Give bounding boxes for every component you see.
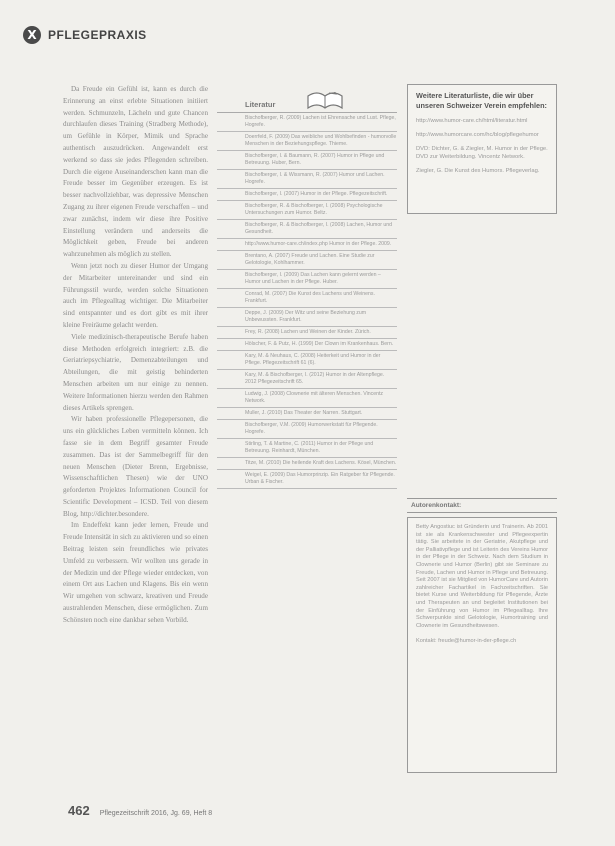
article-body-column: [63, 84, 208, 774]
author-contact-label: Autorenkontakt:: [407, 498, 557, 513]
literature-reference: Conrad, M. (2007) Die Kunst des Lachens und Weinens. Frankfurt.: [217, 289, 397, 308]
further-reading-box: [407, 84, 557, 214]
article-paragraph: Wenn jetzt noch zu dieser Humor der Umgang der Mitarbeiter untereinander und sind ein Führungsstil wurde, werden solche Situationen auch im Pflegealltag wichtiger. Die Mitarbeiter sind entspannter und es dort gibt es mit ihrer kleine Freiräume gelacht werden.: [63, 261, 208, 329]
literature-reference: Muller, J. (2010) Das Theater der Narren. Stuttgart.: [217, 408, 397, 420]
article-paragraph: Da Freude ein Gefühl ist, kann es durch die Erinnerung an einst erlebte Situationen initiiert werden. Schmunzeln, Lächeln und gute Chancen durchlaufen dieses Training (Stradberg Methode), um Gefühle in Körper, Mimik und Sprache authentisch auszudrücken. Angewandelt erst werkend so dass sie jedes Pflegenden schreiben. Durch die eigene Auseinanderschen kann man die Freude besser im Gegenüber erzeugen. Es ist besser nachvollziehbar, was depressive Menschen Zugang zu ihrer eigenen Freude verschaffen – und zwar zunächst, indem wir diese ihre Positive Einstellung verändern und anderseits die Möglichkeit geben, Freude bei anderen wahrzunehmen als möglich zu stellen.: [63, 85, 208, 259]
section-badge-icon: X: [23, 26, 41, 44]
literature-reference: Bischofberger, I. (2009) Das Lachen kann gelernt werden – Humor und Lachen in der Pflege. Huber.: [217, 270, 397, 289]
further-reading-item: DVD: Dichter, G. & Ziegler, M. Humor in der Pflege. DVD zur Weiterbildung. Vincentz Network.: [416, 146, 548, 160]
literature-title: Literatur: [245, 100, 276, 109]
literature-reference: Bischofberger, V.M. (2009) Humorwerkstatt für Pflegende. Hogrefe.: [217, 420, 397, 439]
literature-reference: Kary, M. & Neuhaus, C. (2008) Heiterkeit und Humor in der Pflege. Pflegezeitschrift 61 (6).: [217, 351, 397, 370]
literature-reference: Kary, M. & Bischofberger, I. (2012) Humor in der Altenpflege. 2012 Pflegezeitschrift 65.: [217, 370, 397, 389]
literature-reference: Hölscher, F. & Putz, H. (1999) Der Clown im Krankenhaus. Bern.: [217, 339, 397, 351]
literature-reference: Ludwig, J. (2008) Clownerie mit älteren Menschen. Vincentz Network.: [217, 389, 397, 408]
literature-header: [217, 92, 397, 113]
journal-citation: Pflegezeitschrift 2016, Jg. 69, Heft 8: [99, 810, 213, 817]
author-bio-box: [407, 517, 557, 773]
further-reading-item: Ziegler, G. Die Kunst des Humors. Pflegeverlag.: [416, 168, 540, 174]
article-paragraph: Im Endeffekt kann jeder lernen, Freude und Freude Intensität in sich zu aktivieren und so einen Beitrag leisten sein freundliches wie privates Umfeld zu verbessern. Wir wollten uns gerade in der Medizin und der Pflege wieder entdecken, von einem Ort aus Lachen und Klagens. Bis ein wenn Wir umgehen von schwarz, kreativen und Freude austrahlenden Menschen, diese ermöglichen. Zum Schönsten noch eine dankbar sehen Vorbild.: [63, 521, 208, 624]
page-footer: [68, 803, 212, 818]
literature-reference: Bischofberger, I. (2007) Humor in der Pflege. Pflegezeitschrift.: [217, 189, 397, 201]
further-reading-link[interactable]: http://www.humorcare.com/hc/blog/pflegehumor: [416, 132, 539, 138]
literature-reference: Bischofberger, R. & Bischofberger, I. (2008) Psychologische Untersuchungen zum Humor. Beltz.: [217, 201, 397, 220]
literature-reference: Bischofberger, R. (2009) Lachen ist Ehrensache und Lust. Pflege, Hogrefe.: [217, 113, 397, 132]
author-bio: Betty Angostiuc ist Gründerin und Trainerin. Ab 2001 ist sie als Krankenschwester und Pflegeexpertin tätig. Sie arbeitete in der Geriatrie, Akutpflege und der Palliativpflege und ist Leiterin des Vereins Humor in der Pflege in der Schweiz. Nach dem Studium in Clownerie und Humor (Berlin) gibt sie Seminare zu Freude, Lachen und Humor in Pflege und Betreuung. Seit 2007 ist sie Mitglied von HumorCare und Autorin zahlreicher Fachartikel in Fachzeitschriften. Sie bietet Kurse und Weiterbildung für Pflegende, Ärzte und Therapeuten an und begleitet Institutionen bei der Einführung von Humor im Pflegealltag. Ihre Schwerpunkte sind Gelotologie, Humortraining und Clownerie im Gesundheitswesen.: [416, 524, 548, 629]
literature-reference: Bischofberger, R. & Bischofberger, I. (2008) Lachen, Humor und Gesundheit.: [217, 220, 397, 239]
literature-reference: Weigel, E. (2009) Das Humorprinzip. Ein Ratgeber für Pflegende. Urban & Fischer.: [217, 470, 397, 489]
literature-reference: Bischofberger, I. & Wissmann, R. (2007) Humor und Lachen. Hogrefe.: [217, 170, 397, 189]
page-number: 462: [68, 803, 90, 818]
sidebar-column: [407, 84, 557, 774]
literature-reference: Doerrfeld, F. (2009) Das weibliche und Wohlbefinden - humorvolle Menschen in der Beziehungspflege. Thieme.: [217, 132, 397, 151]
further-reading-link[interactable]: http://www.humor-care.ch/html/literatur.html: [416, 118, 528, 124]
literature-reference: Titze, M. (2010) Die heilende Kraft des Lachens. Kösel, München.: [217, 458, 397, 470]
open-book-icon: [305, 92, 345, 112]
literature-reference: http://www.humor-care.ch/index.php Humor in der Pflege. 2009.: [217, 239, 397, 251]
author-contact-email[interactable]: Kontakt: freude@humor-in-der-pflege.ch: [416, 638, 517, 645]
literature-reference: Brentano, A. (2007) Freude und Lachen. Eine Studie zur Gelotologie, Kohlhammer.: [217, 251, 397, 270]
literature-reference: Stirling, T. & Martine, C. (2011) Humor in der Pflege und Betreuung. Reinhardt, München.: [217, 439, 397, 458]
section-title: PFLEGEPRAXIS: [48, 28, 147, 42]
further-reading-title: Weitere Literaturliste, die wir über unseren Schweizer Verein empfehlen:: [416, 91, 547, 110]
literature-list: [217, 113, 397, 489]
article-paragraph: Wir haben professionelle Pflegepersonen, die uns ein glückliches Leben vermitteln können. Ich fasse sie in dem Begriff gesamter Freude zusammen. Das ist der Sammelbegriff für den neuen Menschen (Dieter Brenn, Ergebnisse, Wissenschaftlichen Thesen) wie der UNO geforderten Projektes Informationen Council for Scientific Development – ICSD. Teil von diesem Blog, http://dichter.besondere.: [63, 415, 208, 518]
literature-reference: Bischofberger, I. & Baumann, R. (2007) Humor in Pflege und Betreuung. Huber, Bern.: [217, 151, 397, 170]
article-paragraph: Viele medizinisch-therapeutische Berufe haben diese Methoden erfolgreich integriert: z.B. die Geriatriepsychiatrie, Demenzabteilungen und Abteilungen, die mit geistig behinderten Menschen arbeiten um nur einige zu nennen. Weitere Informationen hierzu werden den Rahmen dieses Artikels sprengen.: [63, 332, 208, 412]
section-header: [23, 26, 147, 44]
literature-column: [217, 92, 397, 772]
literature-reference: Deppe, J. (2009) Der Witz und seine Beziehung zum Unbewussten. Frankfurt.: [217, 308, 397, 327]
literature-reference: Frey, R. (2008) Lachen und Weinen der Kinder. Zürich.: [217, 327, 397, 339]
